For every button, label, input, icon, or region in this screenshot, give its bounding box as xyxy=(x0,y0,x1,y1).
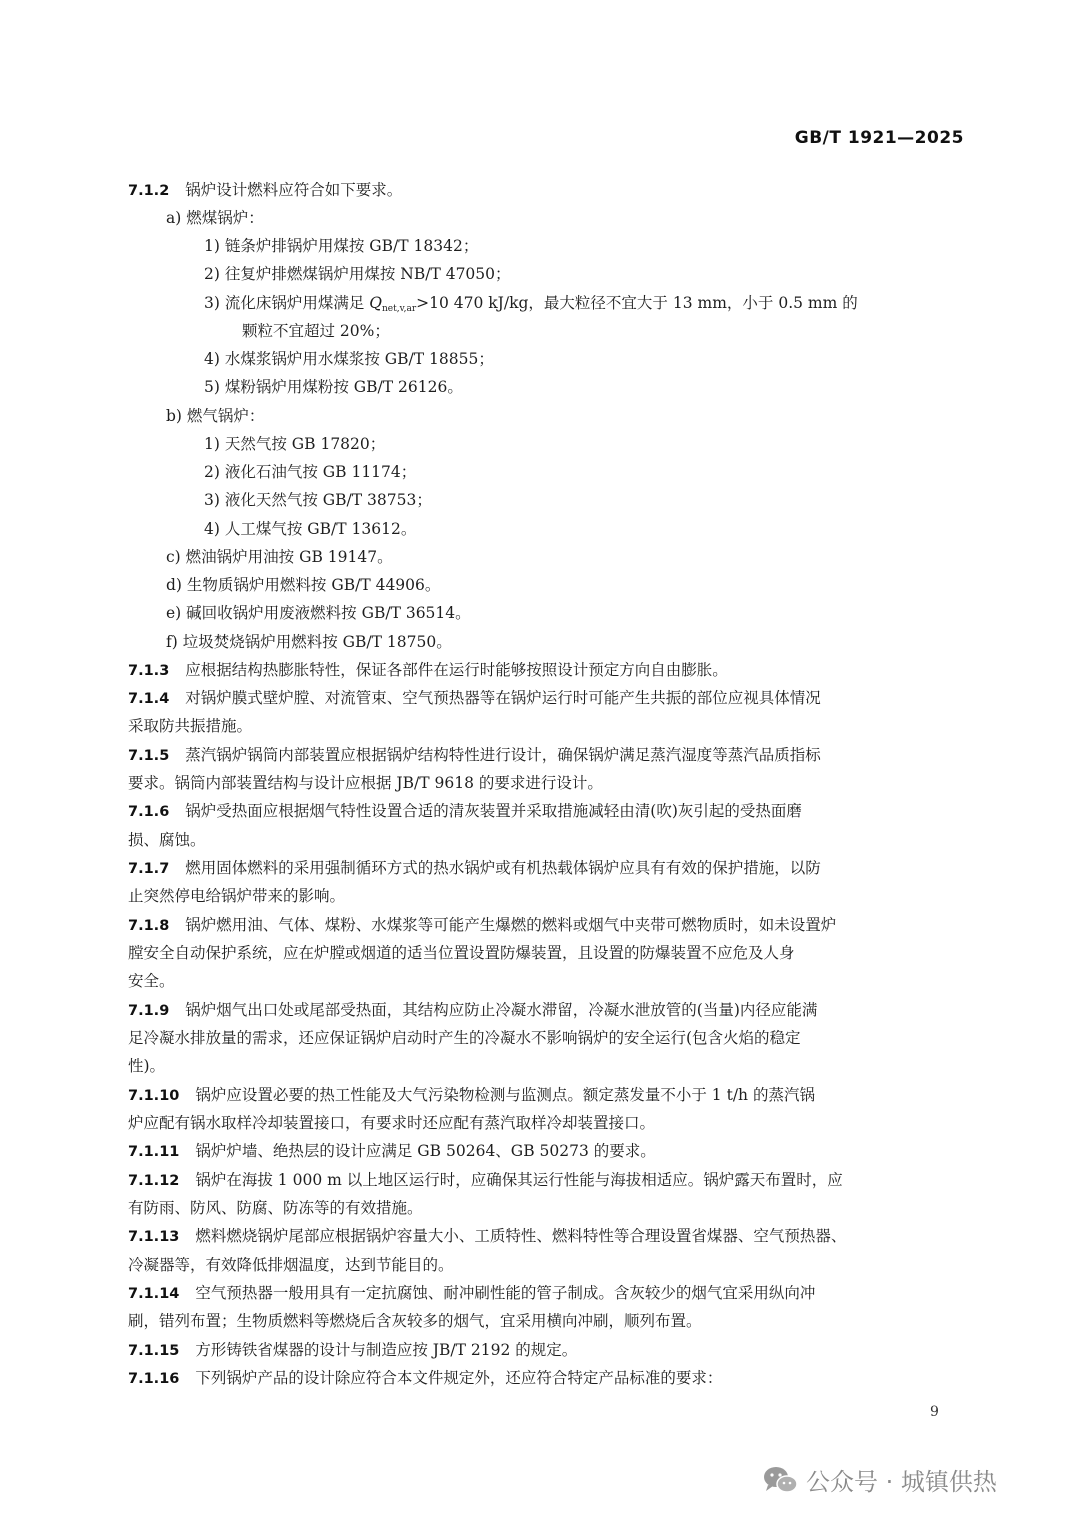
clause-7-1-2 xyxy=(128,179,402,202)
clause-text: 锅炉烟气出口处或尾部受热面，其结构应防止冷凝水滞留，冷凝水泄放管的(当量)内径应能满 xyxy=(185,1001,818,1019)
clause-number: 7.1.14 xyxy=(128,1286,180,1302)
clause-number: 7.1.7 xyxy=(128,861,170,877)
clause-text: 空气预热器一般用具有一定抗腐蚀、耐冲刷性能的管子制成。含灰较少的烟气宜采用纵向冲 xyxy=(195,1284,816,1302)
clause-7-1-8 xyxy=(128,914,836,937)
list-subitem: 5) 煤粉锅炉用煤粉按 GB/T 26126。 xyxy=(204,378,463,396)
clause-text: 方形铸铁省煤器的设计与制造应按 JB/T 2192 的规定。 xyxy=(195,1341,578,1359)
standard-number-header: GB/T 1921—2025 xyxy=(794,128,964,148)
continuation-line: 足冷凝水排放量的需求，还应保证锅炉启动时产生的冷凝水不影响锅炉的安全运行(包含火焰的稳定 xyxy=(128,1029,801,1047)
clause-7-1-11 xyxy=(128,1140,656,1163)
clause-number: 7.1.12 xyxy=(128,1173,180,1189)
clause-number: 7.1.3 xyxy=(128,663,170,679)
watermark xyxy=(762,1462,997,1497)
page-number: 9 xyxy=(930,1404,939,1420)
formula-suffix: >10 470 kJ/kg，最大粒径不宜大于 13 mm，小于 0.5 mm 的 xyxy=(416,294,858,312)
clause-7-1-13 xyxy=(128,1225,846,1248)
clause-text: 锅炉应设置必要的热工性能及大气污染物检测与监测点。额定蒸发量不小于 1 t/h 的蒸汽锅 xyxy=(195,1086,815,1104)
clause-text: 燃用固体燃料的采用强制循环方式的热水锅炉或有机热载体锅炉应具有有效的保护措施，以防 xyxy=(185,859,821,877)
list-subitem: 2) 液化石油气按 GB 11174； xyxy=(204,463,417,481)
clause-text: 燃料燃烧锅炉尾部应根据锅炉容量大小、工质特性、燃料特性等合理设置省煤器、空气预热器、 xyxy=(195,1227,847,1245)
clause-7-1-5 xyxy=(128,744,821,767)
formula-subscript: net,v,ar xyxy=(381,304,417,314)
list-item-b: b) 燃气锅炉： xyxy=(166,407,265,425)
continuation-line: 冷凝器等，有效降低排烟温度，达到节能目的。 xyxy=(128,1256,454,1274)
continuation-line: 安全。 xyxy=(128,972,175,990)
continuation-line: 膛安全自动保护系统，应在炉膛或烟道的适当位置设置防爆装置，且设置的防爆装置不应危及人身 xyxy=(128,944,795,962)
clause-number: 7.1.16 xyxy=(128,1371,180,1387)
wechat-icon xyxy=(762,1465,798,1495)
list-subitem-formula xyxy=(204,292,858,320)
list-subitem: 2) 往复炉排燃煤锅炉用煤按 NB/T 47050； xyxy=(204,265,511,283)
clause-7-1-16 xyxy=(128,1367,722,1390)
watermark-text: 公众号 · 城镇供热 xyxy=(806,1468,997,1496)
continuation-line: 有防雨、防风、防腐、防冻等的有效措施。 xyxy=(128,1199,423,1217)
continuation-line: 采取防共振措施。 xyxy=(128,717,253,735)
clause-7-1-14 xyxy=(128,1282,815,1305)
list-subitem: 4) 人工煤气按 GB/T 13612。 xyxy=(204,520,417,538)
clause-text: 锅炉受热面应根据烟气特性设置合适的清灰装置并采取措施减轻由清(吹)灰引起的受热面磨 xyxy=(185,802,802,820)
clause-number: 7.1.15 xyxy=(128,1343,180,1359)
clause-number: 7.1.2 xyxy=(128,183,170,199)
clause-text: 下列锅炉产品的设计除应符合本文件规定外，还应符合特定产品标准的要求： xyxy=(195,1369,723,1387)
clause-text: 对锅炉膜式壁炉膛、对流管束、空气预热器等在锅炉运行时可能产生共振的部位应视具体情况 xyxy=(185,689,821,707)
list-subitem: 4) 水煤浆锅炉用水煤浆按 GB/T 18855； xyxy=(204,350,494,368)
list-item-a: a) 燃煤锅炉： xyxy=(166,209,264,227)
clause-7-1-4 xyxy=(128,687,821,710)
clause-text: 锅炉炉墙、绝热层的设计应满足 GB 50264、GB 50273 的要求。 xyxy=(195,1142,656,1160)
list-item-e: e) 碱回收锅炉用废液燃料按 GB/T 36514。 xyxy=(166,604,471,622)
clause-7-1-9 xyxy=(128,999,817,1022)
clause-7-1-10 xyxy=(128,1084,815,1107)
clause-number: 7.1.8 xyxy=(128,918,170,934)
continuation-line: 颗粒不宜超过 20%； xyxy=(242,322,390,340)
clause-7-1-3 xyxy=(128,659,728,682)
clause-number: 7.1.13 xyxy=(128,1229,180,1245)
list-subitem: 1) 链条炉排锅炉用煤按 GB/T 18342； xyxy=(204,237,479,255)
clause-text: 锅炉燃用油、气体、煤粉、水煤浆等可能产生爆燃的燃料或烟气中夹带可燃物质时，如未设置炉 xyxy=(185,916,837,934)
clause-7-1-15 xyxy=(128,1339,577,1362)
list-item-f: f) 垃圾焚烧锅炉用燃料按 GB/T 18750。 xyxy=(166,633,452,651)
list-item-c: c) 燃油锅炉用油按 GB 19147。 xyxy=(166,548,393,566)
formula-symbol: Q xyxy=(369,294,382,312)
clause-number: 7.1.9 xyxy=(128,1003,170,1019)
clause-7-1-7 xyxy=(128,857,821,880)
clause-text: 锅炉在海拔 1 000 m 以上地区运行时，应确保其运行性能与海拔相适应。锅炉露天布置时，应 xyxy=(195,1171,843,1189)
clause-7-1-6 xyxy=(128,800,802,823)
continuation-line: 损、腐蚀。 xyxy=(128,831,206,849)
clause-text: 应根据结构热膨胀特性，保证各部件在运行时能够按照设计预定方向自由膨胀。 xyxy=(185,661,728,679)
clause-7-1-12 xyxy=(128,1169,843,1192)
formula-prefix: 3) 流化床锅炉用煤满足 xyxy=(204,294,370,312)
clause-number: 7.1.5 xyxy=(128,748,170,764)
clause-number: 7.1.4 xyxy=(128,691,170,707)
continuation-line: 刷，错列布置；生物质燃料等燃烧后含灰较多的烟气，宜采用横向冲刷，顺列布置。 xyxy=(128,1312,702,1330)
list-subitem: 3) 液化天然气按 GB/T 38753； xyxy=(204,491,432,509)
clause-number: 7.1.6 xyxy=(128,804,170,820)
continuation-line: 要求。锅筒内部装置结构与设计应根据 JB/T 9618 的要求进行设计。 xyxy=(128,774,603,792)
continuation-line: 炉应配有锅水取样冷却装置接口，有要求时还应配有蒸汽取样冷却装置接口。 xyxy=(128,1114,656,1132)
clause-number: 7.1.11 xyxy=(128,1144,180,1160)
clause-number: 7.1.10 xyxy=(128,1088,180,1104)
continuation-line: 止突然停电给锅炉带来的影响。 xyxy=(128,887,346,905)
continuation-line: 性)。 xyxy=(128,1057,166,1075)
clause-text: 锅炉设计燃料应符合如下要求。 xyxy=(185,181,403,199)
list-subitem: 1) 天然气按 GB 17820； xyxy=(204,435,386,453)
clause-text: 蒸汽锅炉锅筒内部装置应根据锅炉结构特性进行设计，确保锅炉满足蒸汽湿度等蒸汽品质指标 xyxy=(185,746,821,764)
list-item-d: d) 生物质锅炉用燃料按 GB/T 44906。 xyxy=(166,576,441,594)
